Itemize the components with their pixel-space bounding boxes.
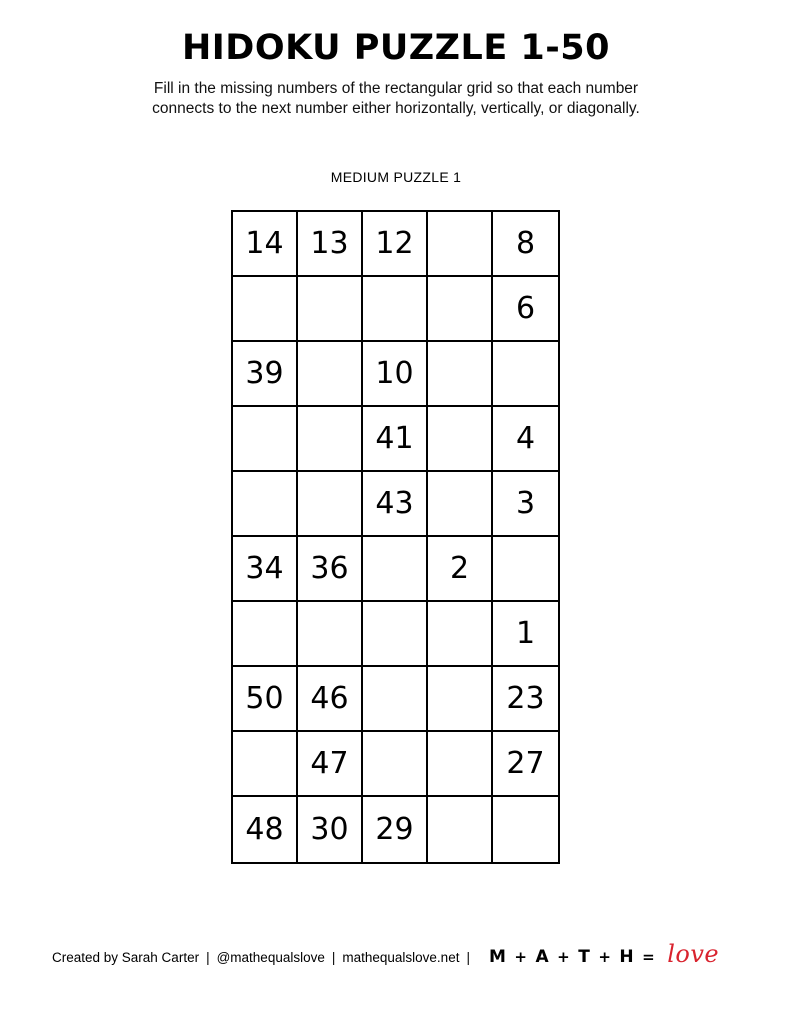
grid-cell-given: 27: [493, 732, 558, 797]
grid-cell-given: 29: [363, 797, 428, 862]
grid-cell-given: 4: [493, 407, 558, 472]
footer: [52, 940, 720, 968]
grid-cell-empty[interactable]: [428, 602, 493, 667]
grid-cell-empty[interactable]: [298, 407, 363, 472]
grid-cell-given: 23: [493, 667, 558, 732]
grid-cell-given: 2: [428, 537, 493, 602]
brand-letter-h: H: [619, 947, 635, 967]
grid-cell-empty[interactable]: [493, 342, 558, 407]
grid-cell-empty[interactable]: [233, 277, 298, 342]
grid-cell-given: 48: [233, 797, 298, 862]
grid-cell-given: 36: [298, 537, 363, 602]
grid-cell-empty[interactable]: [233, 472, 298, 537]
brand-letter-a: A: [535, 947, 550, 967]
brand-logo: [488, 940, 720, 971]
grid-cell-given: 30: [298, 797, 363, 862]
instructions: [0, 79, 792, 119]
footer-website: mathequalslove.net: [342, 949, 460, 965]
grid-cell-empty[interactable]: [428, 667, 493, 732]
grid-cell-empty[interactable]: [428, 472, 493, 537]
grid-cell-empty[interactable]: [428, 797, 493, 862]
page-title: HIDOKU PUZZLE 1-50: [181, 28, 611, 68]
grid-cell-empty[interactable]: [233, 407, 298, 472]
footer-separator: |: [206, 949, 210, 965]
grid-cell-given: 10: [363, 342, 428, 407]
grid-cell-given: 43: [363, 472, 428, 537]
footer-separator: |: [331, 949, 336, 965]
grid-cell-empty[interactable]: [298, 472, 363, 537]
grid-cell-given: 8: [493, 212, 558, 277]
grid-cell-empty[interactable]: [298, 277, 363, 342]
grid-cell-empty[interactable]: [363, 277, 428, 342]
grid-cell-given: 14: [233, 212, 298, 277]
brand-love-script: love: [667, 940, 720, 968]
grid-cell-given: 47: [298, 732, 363, 797]
hidoku-grid: [231, 210, 560, 864]
brand-letter-t: T: [578, 947, 591, 967]
footer-separator: |: [466, 949, 470, 965]
grid-cell-given: 34: [233, 537, 298, 602]
grid-cell-empty[interactable]: [428, 407, 493, 472]
grid-cell-empty[interactable]: [298, 342, 363, 407]
footer-handle: @mathequalslove: [216, 949, 325, 965]
brand-equals: =: [642, 948, 656, 966]
brand-letter-m: M: [488, 947, 507, 967]
grid-cell-empty[interactable]: [493, 797, 558, 862]
puzzle-label: MEDIUM PUZZLE 1: [330, 169, 462, 185]
grid-cell-empty[interactable]: [428, 732, 493, 797]
grid-cell-given: 3: [493, 472, 558, 537]
footer-credit: Created by Sarah Carter: [52, 949, 200, 965]
grid-cell-empty[interactable]: [233, 732, 298, 797]
brand-plus: +: [514, 948, 528, 966]
grid-cell-given: 46: [298, 667, 363, 732]
grid-cell-empty[interactable]: [363, 537, 428, 602]
grid-cell-given: 6: [493, 277, 558, 342]
grid-cell-empty[interactable]: [428, 277, 493, 342]
grid-cell-empty[interactable]: [363, 602, 428, 667]
grid-cell-given: 50: [233, 667, 298, 732]
instructions-line-2: connects to the next number either horizontally, vertically, or diagonally.: [152, 100, 640, 117]
grid-cell-given: 13: [298, 212, 363, 277]
grid-cell-given: 41: [363, 407, 428, 472]
grid-cell-empty[interactable]: [493, 537, 558, 602]
brand-plus: +: [598, 948, 612, 966]
grid-cell-empty[interactable]: [298, 602, 363, 667]
grid-cell-empty[interactable]: [363, 732, 428, 797]
grid-cell-given: 39: [233, 342, 298, 407]
grid-cell-empty[interactable]: [428, 342, 493, 407]
brand-plus: +: [557, 948, 571, 966]
grid-cell-given: 1: [493, 602, 558, 667]
grid-cell-empty[interactable]: [233, 602, 298, 667]
grid-cell-empty[interactable]: [428, 212, 493, 277]
instructions-line-1: Fill in the missing numbers of the rectangular grid so that each number: [153, 80, 639, 97]
grid-cell-empty[interactable]: [363, 667, 428, 732]
grid-cell-given: 12: [363, 212, 428, 277]
